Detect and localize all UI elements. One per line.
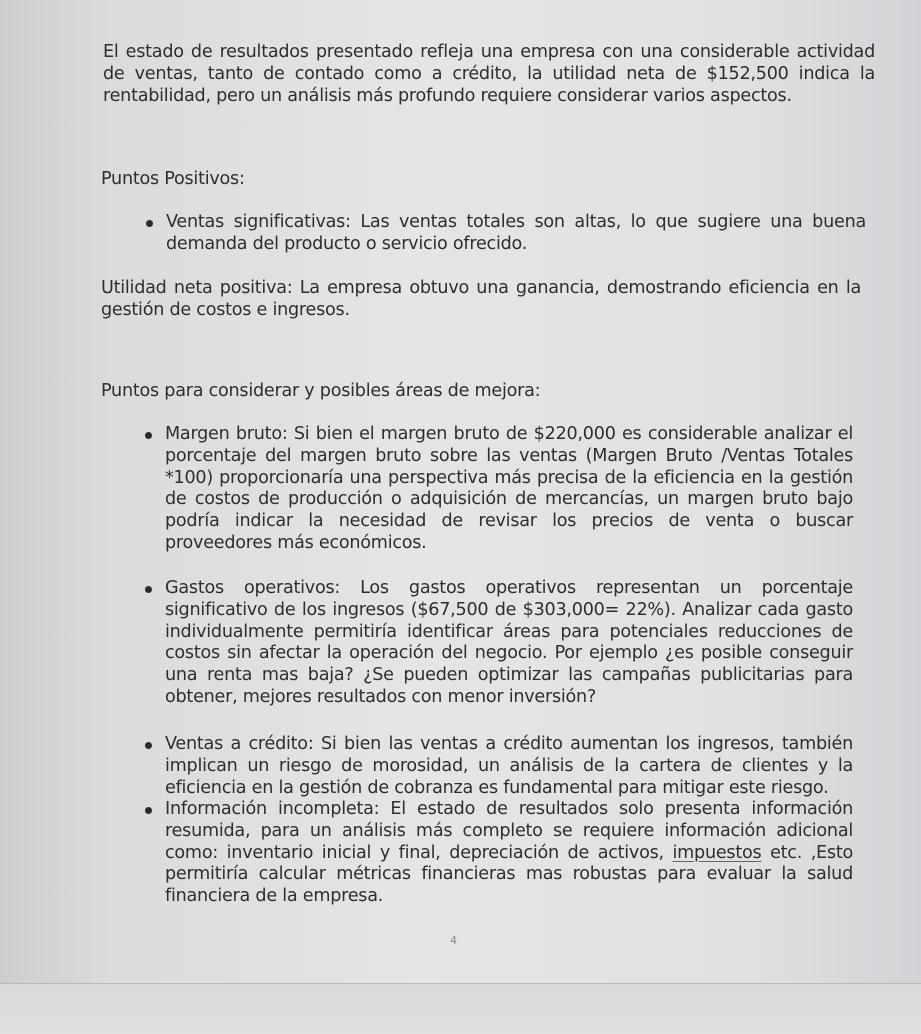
incomplete-info-text-a: Información incompleta: El estado de resultados solo presenta información resumida, para un análisis más completo se requiere información adicional como: inventario inicial y final, depreciación de activos,: [165, 799, 853, 863]
bullet-operating-expenses: Gastos operativos: Los gastos operativos representan un porcentaje significativo de los ingresos ($67,500 de $303,000= 22%). Analizar cada gasto individualmente permitiría identificar áreas para potenciales reducciones de costos sin afectar la operación del negocio. Por ejemplo ¿es posible conseguir una renta mas baja? ¿Se pueden optimizar las campañas publicitarias para obtener, mejores resultados con menor inversión?: [165, 578, 853, 707]
bullet-credit-sales: Ventas a crédito: Si bien las ventas a crédito aumentan los ingresos, también implican un riesgo de morosidad, un análisis de la cartera de clientes y la eficiencia en la gestión de cobranza es fundamental para mitigar este riesgo.: [165, 734, 853, 798]
bullet-icon: [146, 220, 153, 227]
taxes-link[interactable]: impuestos: [672, 842, 762, 863]
page-bottom-band: [0, 984, 921, 1034]
net-income-paragraph: Utilidad neta positiva: La empresa obtuvo una ganancia, demostrando eficiencia en la gestión de costos e ingresos.: [101, 278, 861, 320]
bullet-icon: [145, 586, 152, 593]
bullet-gross-margin: Margen bruto: Si bien el margen bruto de $220,000 es considerable analizar el porcentaje del margen bruto sobre las ventas (Margen Bruto /Ventas Totales *100) proporcionaría una perspectiva más precisa de la eficiencia en la gestión de costos de producción o adquisición de mercancías, un margen bruto bajo podría indicar la necesidad de revisar los precios de venta o buscar proveedores más económicos.: [165, 424, 853, 553]
improvement-heading: Puntos para considerar y posibles áreas de mejora:: [101, 381, 541, 401]
bullet-incomplete-info: [165, 799, 853, 908]
intro-paragraph: El estado de resultados presentado refleja una empresa con una considerable actividad de ventas, tanto de contado como a crédito, la utilidad neta de $152,500 indica la rentabilidad, pero un análisis más profundo requiere considerar varios aspectos.: [103, 42, 875, 106]
page-number: 4: [450, 934, 457, 947]
bullet-icon: [145, 432, 152, 439]
bullet-sales: Ventas significativas: Las ventas totales son altas, lo que sugiere una buena demanda del producto o servicio ofrecido.: [166, 212, 866, 254]
bullet-icon: [145, 807, 152, 814]
bullet-icon: [145, 742, 152, 749]
positive-points-heading: Puntos Positivos:: [101, 169, 245, 189]
incomplete-info-text-b: etc. ,Esto permitiría calcular métricas financieras mas robustas para evaluar la salud financiera de la empresa.: [165, 842, 853, 907]
